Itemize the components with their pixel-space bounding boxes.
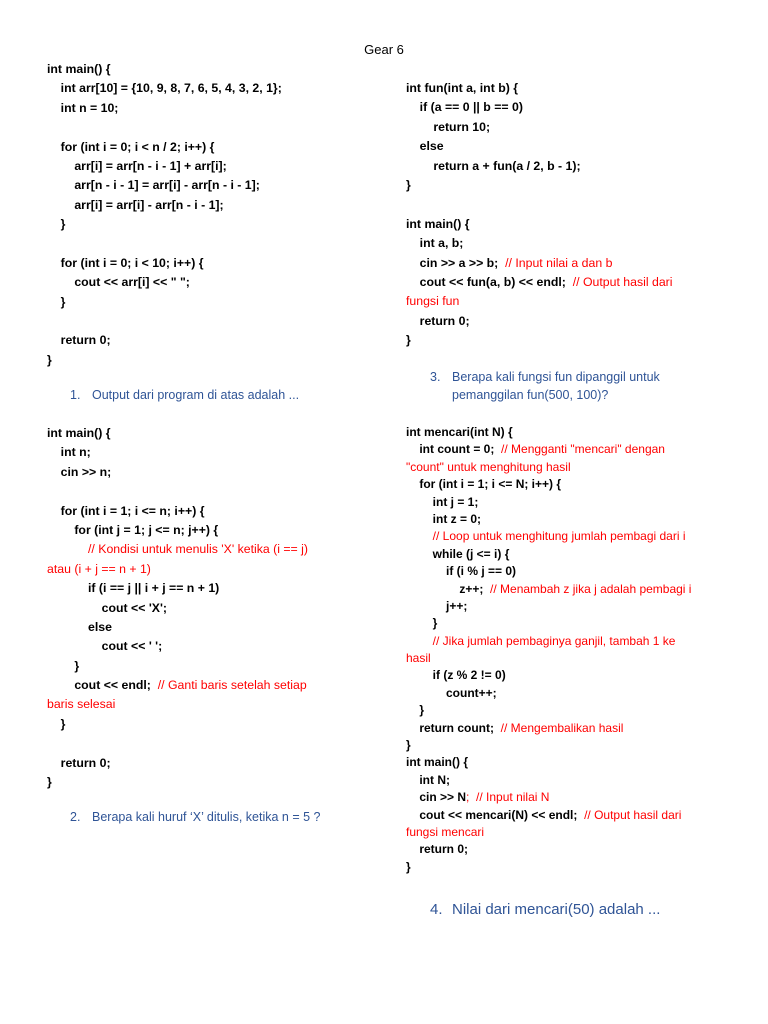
code-line: } bbox=[47, 217, 66, 232]
code-line: return 0; bbox=[406, 313, 470, 328]
code-block-3 bbox=[406, 79, 673, 350]
code-line: int z = 0; bbox=[406, 511, 482, 526]
code-line: if (i % j == 0) bbox=[406, 564, 517, 579]
code-line: } bbox=[47, 716, 66, 731]
code-line: } bbox=[406, 616, 438, 631]
code-line: } bbox=[406, 333, 411, 348]
code-line: } bbox=[406, 177, 411, 192]
code-line: cout << 'X'; bbox=[47, 600, 167, 615]
code-line: } bbox=[406, 703, 425, 718]
code-line bbox=[406, 273, 673, 292]
question-number: 3. bbox=[430, 370, 441, 384]
code-line bbox=[47, 676, 308, 695]
code-line bbox=[406, 789, 691, 806]
code-line: } bbox=[47, 352, 52, 367]
code-comment: // Mengganti "mencari" dengan bbox=[501, 442, 665, 457]
code-comment: // Kondisi untuk menulis 'X' ketika (i == j) bbox=[47, 542, 308, 557]
code-comment: // Menambah z jika j adalah pembagi i bbox=[490, 581, 692, 596]
code-comment: // Input nilai a dan b bbox=[505, 255, 613, 270]
code-line: if (a == 0 || b == 0) bbox=[406, 100, 523, 115]
code-text: cin >> a >> b; bbox=[406, 255, 506, 270]
code-line: } bbox=[47, 775, 52, 790]
code-line: if (i == j || i + j == n + 1) bbox=[47, 581, 220, 596]
code-line-blank bbox=[47, 482, 308, 501]
question-number: 1. bbox=[70, 388, 81, 402]
code-line: j++; bbox=[406, 598, 468, 613]
code-line: int main() { bbox=[406, 755, 468, 770]
code-line: return 10; bbox=[406, 119, 491, 134]
code-text: cout << endl; bbox=[47, 678, 158, 693]
code-line bbox=[406, 581, 691, 598]
question-text: Berapa kali huruf ‘X’ ditulis, ketika n = 5 ? bbox=[92, 810, 321, 824]
code-line: int n; bbox=[47, 445, 91, 460]
code-line bbox=[406, 807, 691, 824]
code-line bbox=[47, 235, 282, 254]
page-header: Gear 6 bbox=[364, 42, 404, 57]
code-line: int main() { bbox=[406, 216, 470, 231]
code-line bbox=[406, 720, 691, 737]
code-line: int a, b; bbox=[406, 236, 464, 251]
code-text: cin >> N bbox=[406, 790, 467, 805]
code-block-4 bbox=[406, 424, 691, 876]
code-line: return a + fun(a / 2, b - 1); bbox=[406, 158, 581, 173]
code-comment: "count" untuk menghitung hasil bbox=[406, 459, 571, 474]
code-semicolon: ; bbox=[466, 790, 470, 805]
code-line: for (int i = 0; i < n / 2; i++) { bbox=[47, 139, 215, 154]
code-line: int fun(int a, int b) { bbox=[406, 81, 519, 95]
code-text: cout << mencari(N) << endl; bbox=[406, 807, 585, 822]
code-comment: atau (i + j == n + 1) bbox=[47, 561, 151, 576]
code-line: return 0; bbox=[406, 842, 469, 857]
code-comment: hasil bbox=[406, 651, 431, 666]
question-number: 2. bbox=[70, 810, 81, 824]
code-line: for (int i = 1; i <= N; i++) { bbox=[406, 477, 562, 492]
code-line: } bbox=[406, 859, 411, 874]
code-line: } bbox=[47, 294, 66, 309]
code-line: count++; bbox=[406, 685, 497, 700]
code-line: else bbox=[47, 619, 112, 634]
question-2 bbox=[70, 808, 320, 826]
code-line: else bbox=[406, 139, 444, 154]
code-line bbox=[47, 118, 282, 137]
code-comment: // Ganti baris setelah setiap bbox=[157, 678, 307, 693]
code-line-blank bbox=[406, 195, 673, 214]
code-line bbox=[406, 254, 673, 273]
code-line: for (int i = 1; i <= n; i++) { bbox=[47, 503, 205, 518]
code-line: } bbox=[47, 658, 80, 673]
code-line: int main() { bbox=[47, 426, 111, 440]
code-line: cin >> n; bbox=[47, 464, 112, 479]
code-line: arr[n - i - 1] = arr[i] - arr[n - i - 1]; bbox=[47, 178, 260, 193]
question-number: 4. bbox=[430, 901, 443, 918]
code-line-blank bbox=[47, 734, 308, 753]
code-line: if (z % 2 != 0) bbox=[406, 668, 506, 683]
code-line: for (int j = 1; j <= n; j++) { bbox=[47, 522, 219, 537]
question-1 bbox=[70, 386, 299, 404]
code-line: arr[i] = arr[i] - arr[n - i - 1]; bbox=[47, 197, 224, 212]
code-line: int main() { bbox=[47, 62, 111, 76]
code-line: for (int i = 0; i < 10; i++) { bbox=[47, 255, 204, 270]
code-line: } bbox=[406, 738, 411, 753]
code-block-1 bbox=[47, 60, 282, 370]
code-line: return 0; bbox=[47, 755, 111, 770]
code-text: z++; bbox=[406, 581, 491, 596]
code-comment: fungsi mencari bbox=[406, 824, 485, 839]
code-line bbox=[406, 441, 691, 458]
question-text: Output dari program di atas adalah ... bbox=[92, 388, 300, 402]
code-line: int arr[10] = {10, 9, 8, 7, 6, 5, 4, 3, 2, 1}; bbox=[47, 81, 282, 96]
code-comment: // Jika jumlah pembaginya ganjil, tambah 1 ke bbox=[406, 633, 676, 648]
code-text: return count; bbox=[406, 720, 501, 735]
code-line: cout << ' '; bbox=[47, 639, 163, 654]
question-3 bbox=[430, 368, 660, 404]
code-comment: // Output hasil dari bbox=[572, 274, 673, 289]
code-comment: fungsi fun bbox=[406, 294, 460, 309]
question-text: Nilai dari mencari(50) adalah ... bbox=[452, 901, 661, 918]
code-line: int j = 1; bbox=[406, 494, 479, 509]
code-line: int N; bbox=[406, 772, 450, 787]
code-comment: // Input nilai N bbox=[469, 790, 550, 805]
question-text-cont: pemanggilan fun(500, 100)? bbox=[452, 388, 609, 402]
code-line bbox=[47, 312, 282, 331]
code-line: int mencari(int N) { bbox=[406, 425, 513, 439]
code-line: return 0; bbox=[47, 333, 111, 348]
code-comment: baris selesai bbox=[47, 697, 116, 712]
question-4 bbox=[430, 901, 660, 919]
code-text: int count = 0; bbox=[406, 442, 502, 457]
code-comment: // Output hasil dari bbox=[584, 807, 682, 822]
code-block-2 bbox=[47, 424, 308, 792]
question-text: Berapa kali fungsi fun dipanggil untuk bbox=[452, 370, 660, 384]
code-line: arr[i] = arr[n - i - 1] + arr[i]; bbox=[47, 158, 227, 173]
code-comment: // Loop untuk menghitung jumlah pembagi dari i bbox=[406, 529, 686, 544]
code-text: cout << fun(a, b) << endl; bbox=[406, 274, 573, 289]
code-line: while (j <= i) { bbox=[406, 546, 510, 561]
code-line: cout << arr[i] << " "; bbox=[47, 275, 190, 290]
code-comment: // Mengembalikan hasil bbox=[500, 720, 624, 735]
code-line: int n = 10; bbox=[47, 100, 119, 115]
